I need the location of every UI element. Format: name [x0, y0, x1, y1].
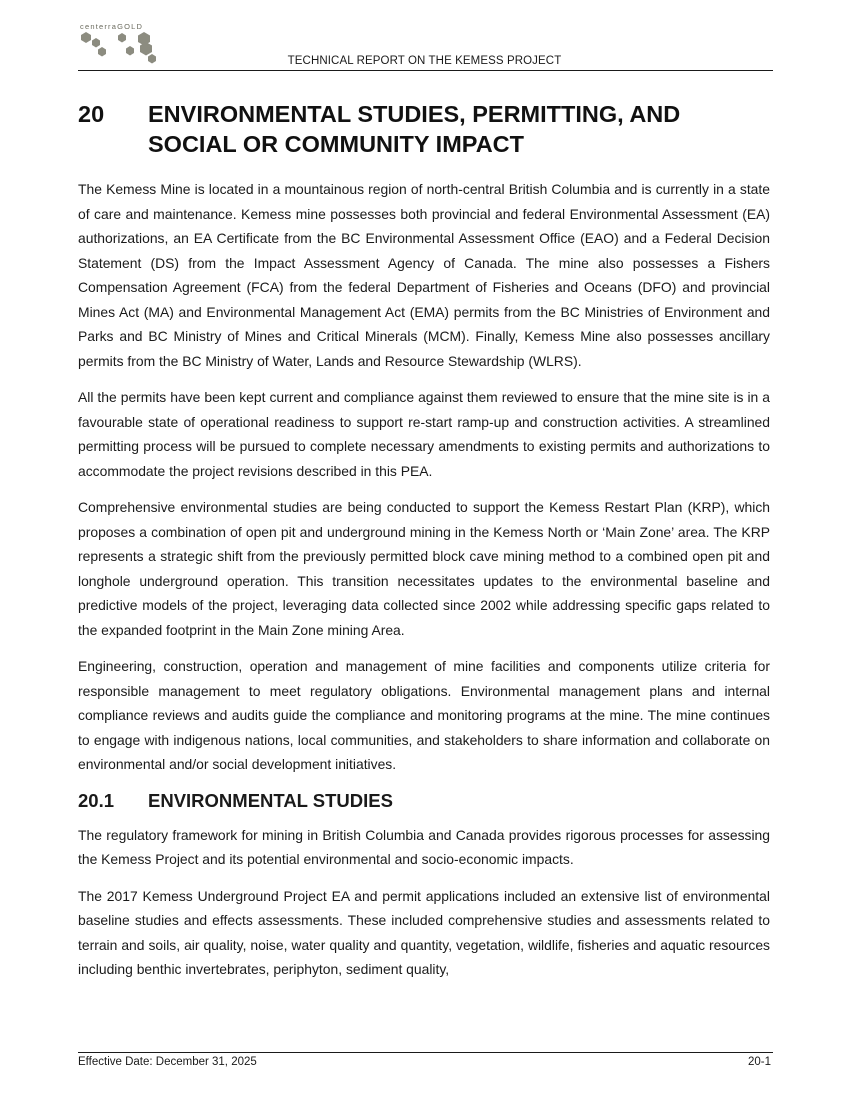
paragraph: Engineering, construction, operation and management of mine facilities and components utilize criteria for responsible management to meet regulatory obligations. Environmental management plans and internal compliance reviews and audits guide the compliance and monitoring programs at the mine. The mine continues to engage with indigenous nations, local communities, and stakeholders to share information and collaborate on environmental and/or social development initiatives.	[78, 658, 770, 772]
footer-divider	[78, 1052, 773, 1053]
paragraph: The Kemess Mine is located in a mountainous region of north-central British Columbia and is currently in a state of care and maintenance. Kemess mine possesses both provincial and federal Environmental Assessment (EA) authorizations, an EA Certificate from the BC Environmental Assessment Office (EAO) and a Federal Decision Statement (DS) from the Impact Assessment Agency of Canada. The mine also possesses a Fishers Compensation Agreement (FCA) from the federal Department of Fisheries and Oceans (DFO) and provincial Mines Act (MA) and Environmental Management Act (EMA) permits from the BC Ministries of Environment and Parks and BC Ministry of Mines and Critical Minerals (MCM). Finally, Kemess Mine also possesses ancillary permits from the BC Ministry of Water, Lands and Resource Stewardship (WLRS).	[78, 181, 770, 369]
paragraph: Comprehensive environmental studies are being conducted to support the Kemess Restart Plan (KRP), which proposes a combination of open pit and underground mining in the Kemess North or ‘Main Zone’ area. The KRP represents a strategic shift from the previously permitted block cave mining method to a combined open pit and longhole underground operation. This transition necessitates updates to the environmental baseline and predictive models of the project, leveraging data collected since 2002 while addressing specific gaps related to the expanded footprint in the Main Zone mining Area.	[78, 499, 770, 638]
paragraph: The 2017 Kemess Underground Project EA and permit applications included an extensive list of environmental baseline studies and effects assessments. These included comprehensive studies and assessments related to terrain and soils, air quality, noise, water quality and quantity, vegetation, wildlife, fisheries and aquatic resources including benthic invertebrates, periphyton, sediment quality,	[78, 887, 770, 977]
paragraph: The regulatory framework for mining in British Columbia and Canada provides rigorous processes for assessing the Kemess Project and its potential environmental and socio-economic impacts.	[78, 826, 770, 867]
paragraph: All the permits have been kept current and compliance against them reviewed to ensure that the mine site is in a favourable state of operational readiness to support re-start ramp-up and construction activities. A streamlined permitting process will be pursued to complete necessary amendments to existing permits and authorizations to accommodate the project revisions described in this PEA.	[78, 389, 770, 479]
section-heading	[78, 789, 770, 813]
chapter-number: 20	[78, 101, 105, 127]
body-content	[78, 177, 770, 994]
page-number: 20-1	[747, 1056, 771, 1068]
logo-wordmark: centerraGOLD	[80, 22, 144, 31]
report-header-title: TECHNICAL REPORT ON THE KEMESS PROJECT	[287, 55, 562, 67]
chapter-title: ENVIRONMENTAL STUDIES, PERMITTING, AND SOCIAL OR COMMUNITY IMPACT	[148, 101, 681, 157]
effective-date: Effective Date: December 31, 2025	[78, 1056, 257, 1068]
section-number: 20.1	[78, 789, 115, 811]
header-divider	[78, 70, 773, 71]
section-title: ENVIRONMENTAL STUDIES	[148, 789, 393, 811]
